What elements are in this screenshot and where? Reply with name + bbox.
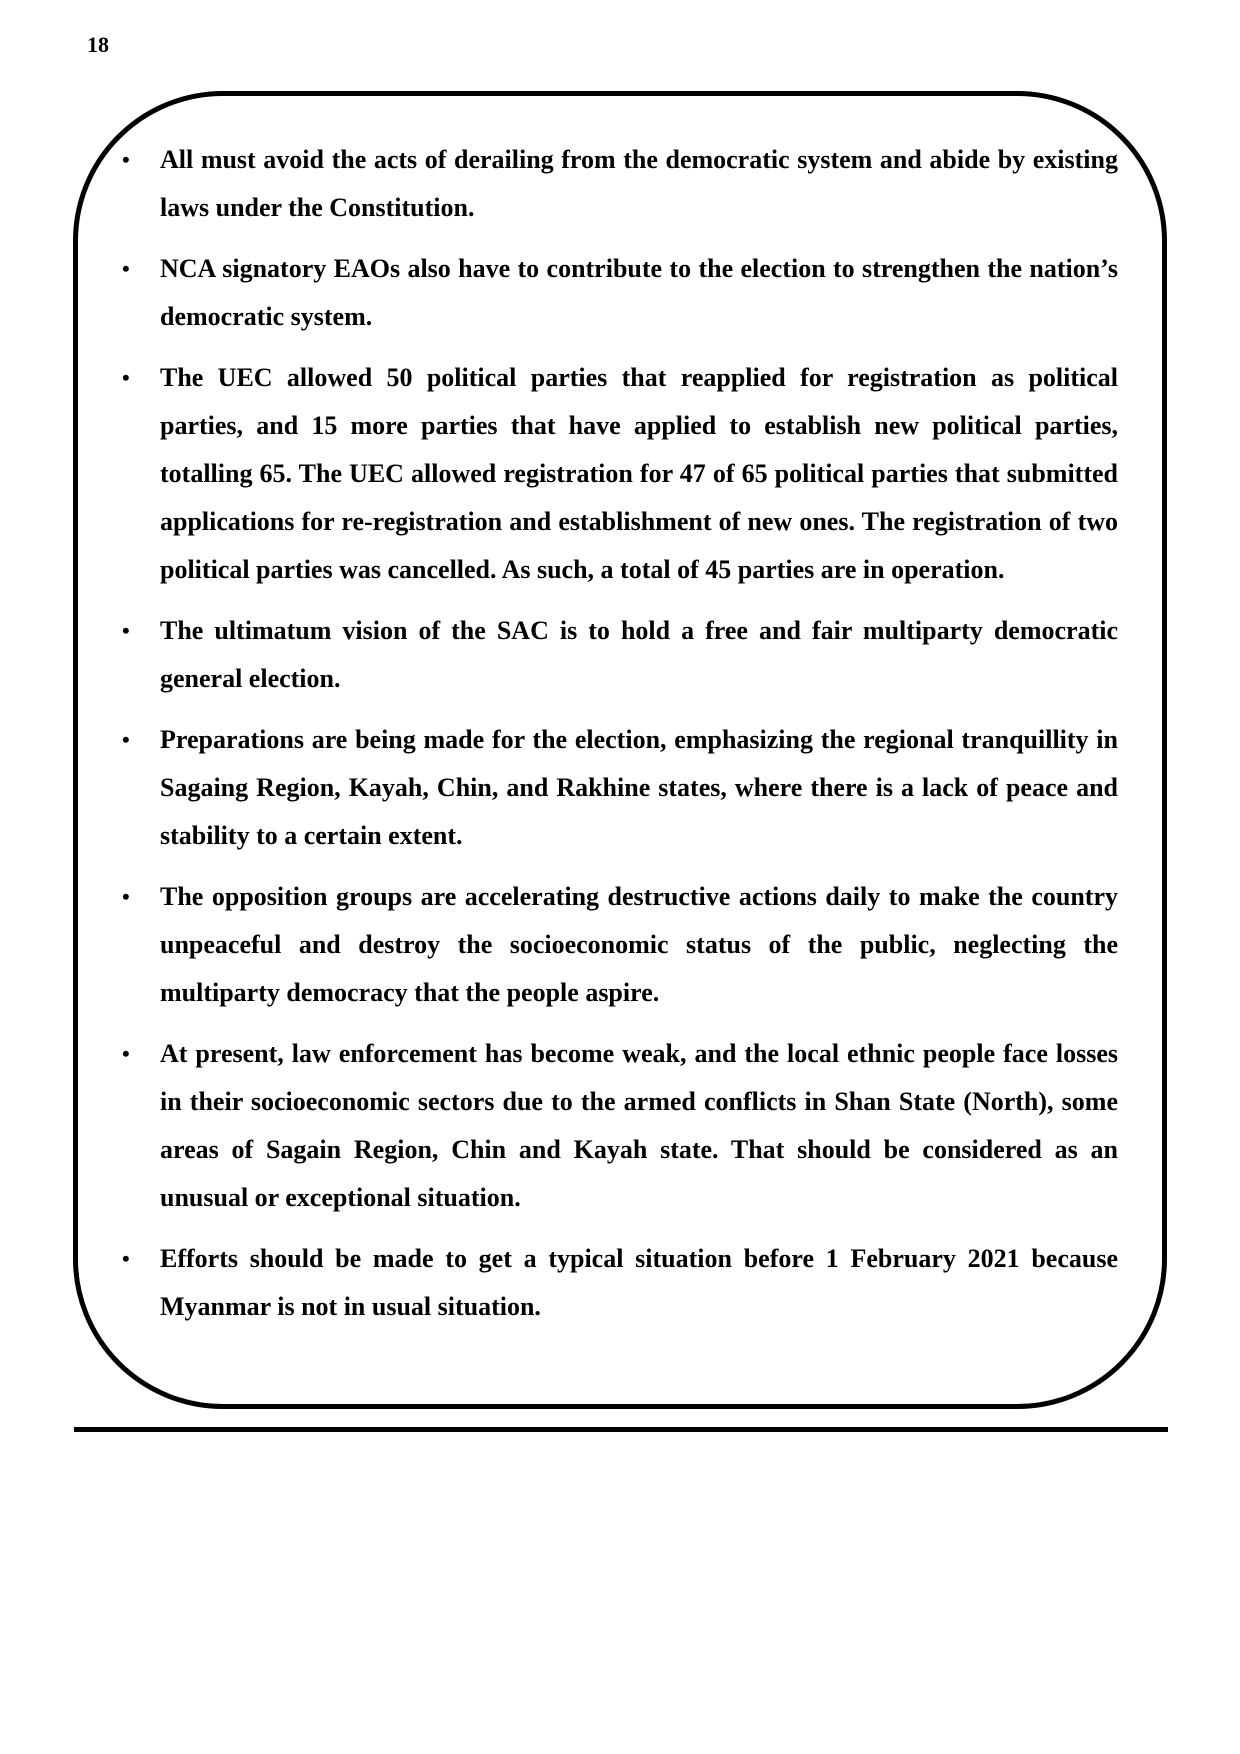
- list-item-text: Efforts should be made to get a typical situation before 1 February 2021 because Myanmar is not in usual situation.: [160, 1244, 1118, 1321]
- bullet-icon: •: [122, 618, 130, 643]
- list-item: [118, 873, 1118, 1017]
- list-item: [118, 245, 1118, 341]
- list-item: [118, 354, 1118, 594]
- bullet-icon: •: [122, 365, 130, 390]
- list-item: [118, 1030, 1118, 1222]
- bullet-icon: •: [122, 147, 130, 172]
- bullet-icon: •: [122, 256, 130, 281]
- bullet-icon: •: [122, 884, 130, 909]
- bottom-divider: [74, 1427, 1168, 1432]
- list-item-text: The ultimatum vision of the SAC is to hold a free and fair multiparty democratic general election.: [160, 616, 1118, 693]
- bullet-icon: •: [122, 1041, 130, 1066]
- bullet-icon: •: [122, 1246, 130, 1271]
- bullet-icon: •: [122, 727, 130, 752]
- list-item-text: NCA signatory EAOs also have to contribute to the election to strengthen the nation’s democratic system.: [160, 254, 1118, 331]
- list-item-text: At present, law enforcement has become weak, and the local ethnic people face losses in their socioeconomic sectors due to the armed conflicts in Shan State (North), some areas of Sagain Region, Chin and Kayah state. That should be considered as an unusual or exceptional situation.: [160, 1039, 1118, 1212]
- list-item: [118, 1235, 1118, 1331]
- list-item: [118, 716, 1118, 860]
- list-item-text: All must avoid the acts of derailing from the democratic system and abide by existing laws under the Constitution.: [160, 145, 1118, 222]
- bullet-list: [118, 136, 1118, 1344]
- page-number: 18: [87, 32, 109, 57]
- list-item-text: The UEC allowed 50 political parties that reapplied for registration as political parties, and 15 more parties that have applied to establish new political parties, totalling 65. The UEC allowed registration for 47 of 65 political parties that submitted applications for re-registration and establishment of new ones. The registration of two political parties was cancelled. As such, a total of 45 parties are in operation.: [160, 363, 1118, 584]
- list-item: [118, 136, 1118, 232]
- list-item-text: The opposition groups are accelerating destructive actions daily to make the country unpeaceful and destroy the socioeconomic status of the public, neglecting the multiparty democracy that the people aspire.: [160, 882, 1118, 1007]
- list-item-text: Preparations are being made for the election, emphasizing the regional tranquillity in Sagaing Region, Kayah, Chin, and Rakhine states, where there is a lack of peace and stability to a certain extent.: [160, 725, 1118, 850]
- list-item: [118, 607, 1118, 703]
